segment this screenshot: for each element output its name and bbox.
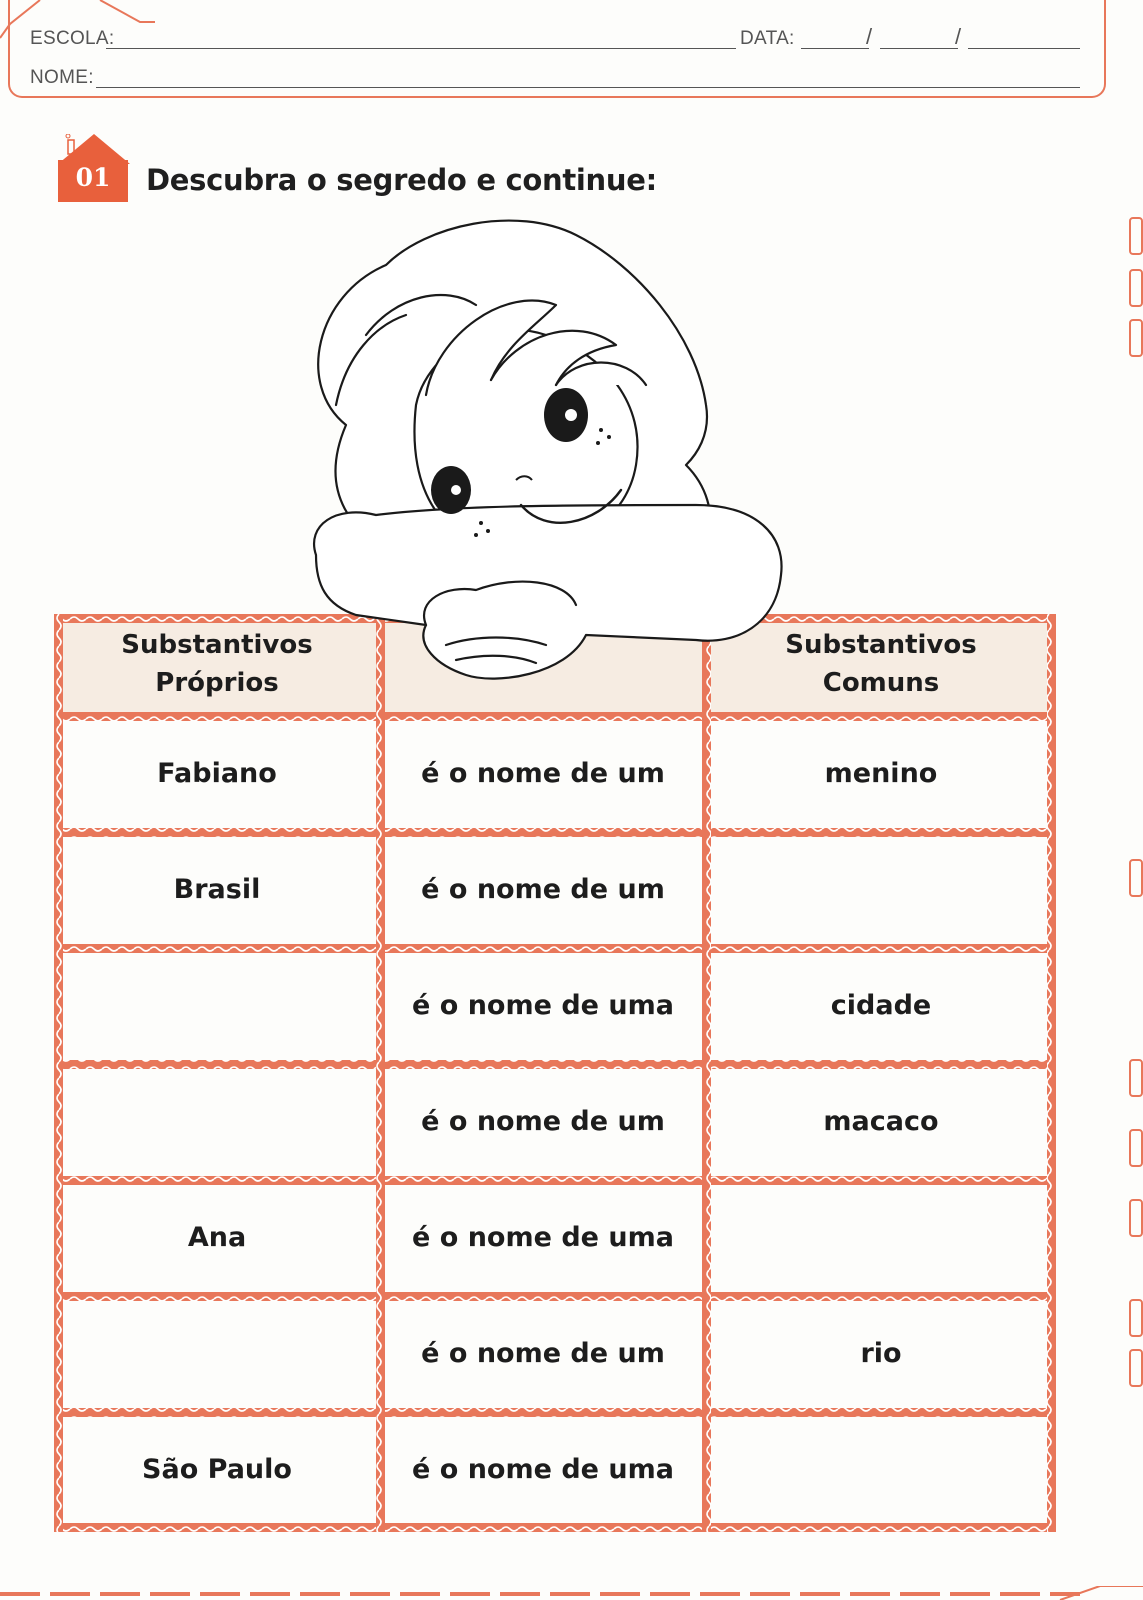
girl-leaning-illustration xyxy=(276,205,796,695)
cell-common: rio xyxy=(860,1338,902,1370)
cell-proper: Ana xyxy=(187,1222,247,1254)
cell-middle: é o nome de uma xyxy=(412,990,674,1022)
date-separator: / xyxy=(955,24,962,49)
cell-middle: é o nome de um xyxy=(421,758,665,790)
cell-middle: é o nome de um xyxy=(421,1106,665,1138)
name-label: NOME: xyxy=(30,67,94,88)
header-box xyxy=(8,0,1106,98)
cell-middle: é o nome de uma xyxy=(412,1454,674,1486)
date-month-field[interactable] xyxy=(880,48,958,49)
date-label: DATA: xyxy=(740,28,795,49)
header-proper-line1: Substantivos xyxy=(121,630,313,661)
cell-middle: é o nome de um xyxy=(421,874,665,906)
nouns-table xyxy=(54,614,1056,1566)
table-border xyxy=(54,614,1056,1532)
exercise-number: 01 xyxy=(75,163,111,192)
bottom-border-strip xyxy=(0,1586,1143,1600)
date-year-field[interactable] xyxy=(968,48,1080,49)
header-proper-line2: Próprios xyxy=(155,668,279,698)
school-field[interactable] xyxy=(106,48,736,49)
cell-proper: Fabiano xyxy=(157,758,277,790)
name-field[interactable] xyxy=(96,87,1080,88)
exercise-instruction: Descubra o segredo e continue: xyxy=(146,163,657,197)
header-common-line2: Comuns xyxy=(822,668,940,698)
school-label: ESCOLA: xyxy=(30,28,115,49)
cell-middle: é o nome de um xyxy=(421,1338,665,1370)
date-separator: / xyxy=(866,24,873,49)
cell-proper: São Paulo xyxy=(142,1454,292,1486)
cell-common: cidade xyxy=(830,990,932,1022)
cell-common: menino xyxy=(824,758,938,790)
date-day-field[interactable] xyxy=(801,48,869,49)
header-common-line1: Substantivos xyxy=(785,630,977,661)
page-edge-tabs xyxy=(1128,0,1143,1600)
cell-proper: Brasil xyxy=(173,874,261,906)
cell-common: macaco xyxy=(823,1106,939,1138)
cell-middle: é o nome de uma xyxy=(412,1222,674,1254)
